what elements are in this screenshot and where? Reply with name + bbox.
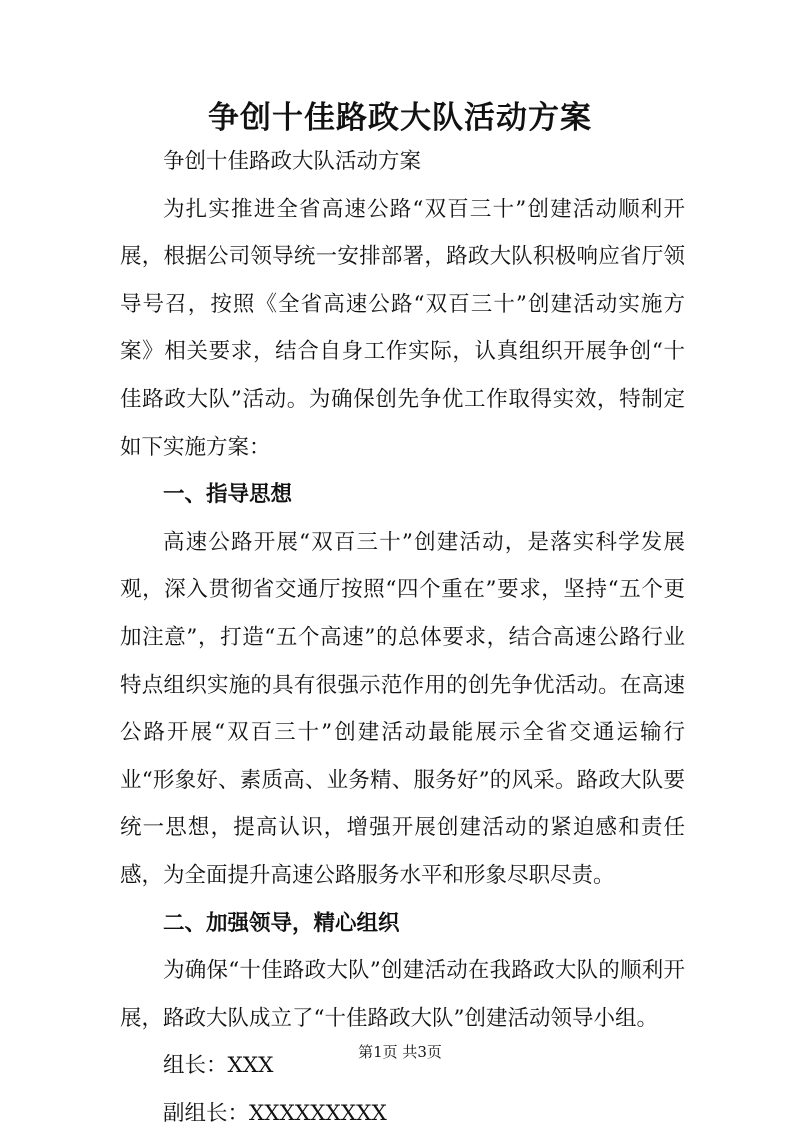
section-heading-leadership: 二、加强领导，精心组织 — [163, 910, 400, 936]
document-subtitle: 争创十佳路政大队活动方案 — [163, 149, 422, 174]
intro-paragraph: 为扎实推进全省高速公路“双百三十”创建活动顺利开展，根据公司领导统一安排部署，路政大队积极响应省厅领导号召，按照《全省高速公路“双百三十”创建活动实施方案》相关要求，结合自身工作实际，认真组织开展争创“十佳路政大队”活动。为确保创先争优工作取得实效，特制定如下实施方案： — [120, 196, 685, 460]
guiding-ideology-paragraph: 高速公路开展“双百三十”创建活动，是落实科学发展观，深入贯彻省交通厅按照“四个重在”要求，坚持“五个更加注意”，打造“五个高速”的总体要求，结合高速公路行业特点组织实施的具有很强示范作用的创先争优活动。在高速公路开展“双百三十”创建活动最能展示全省交通运输行业“形象好、素质高、业务精、服务好”的风采。路政大队要统一思想，提高认识，增强开展创建活动的紧迫感和责任感，为全面提升高速公路服务水平和形象尽职尽责。 — [120, 529, 685, 888]
document-title: 争创十佳路政大队活动方案 — [208, 100, 592, 136]
document-body — [120, 138, 685, 1137]
leadership-paragraph: 为确保“十佳路政大队”创建活动在我路政大队的顺利开展，路政大队成立了“十佳路政大队”创建活动领导小组。 — [120, 958, 685, 1031]
deputy-leader-line: 副组长：XXXXXXXXX — [163, 1100, 387, 1126]
page-number-footer: 第1页 共3页 — [358, 1043, 442, 1061]
leader-line: 组长：XXX — [163, 1053, 274, 1079]
section-heading-guiding-ideology: 一、指导思想 — [163, 482, 293, 508]
